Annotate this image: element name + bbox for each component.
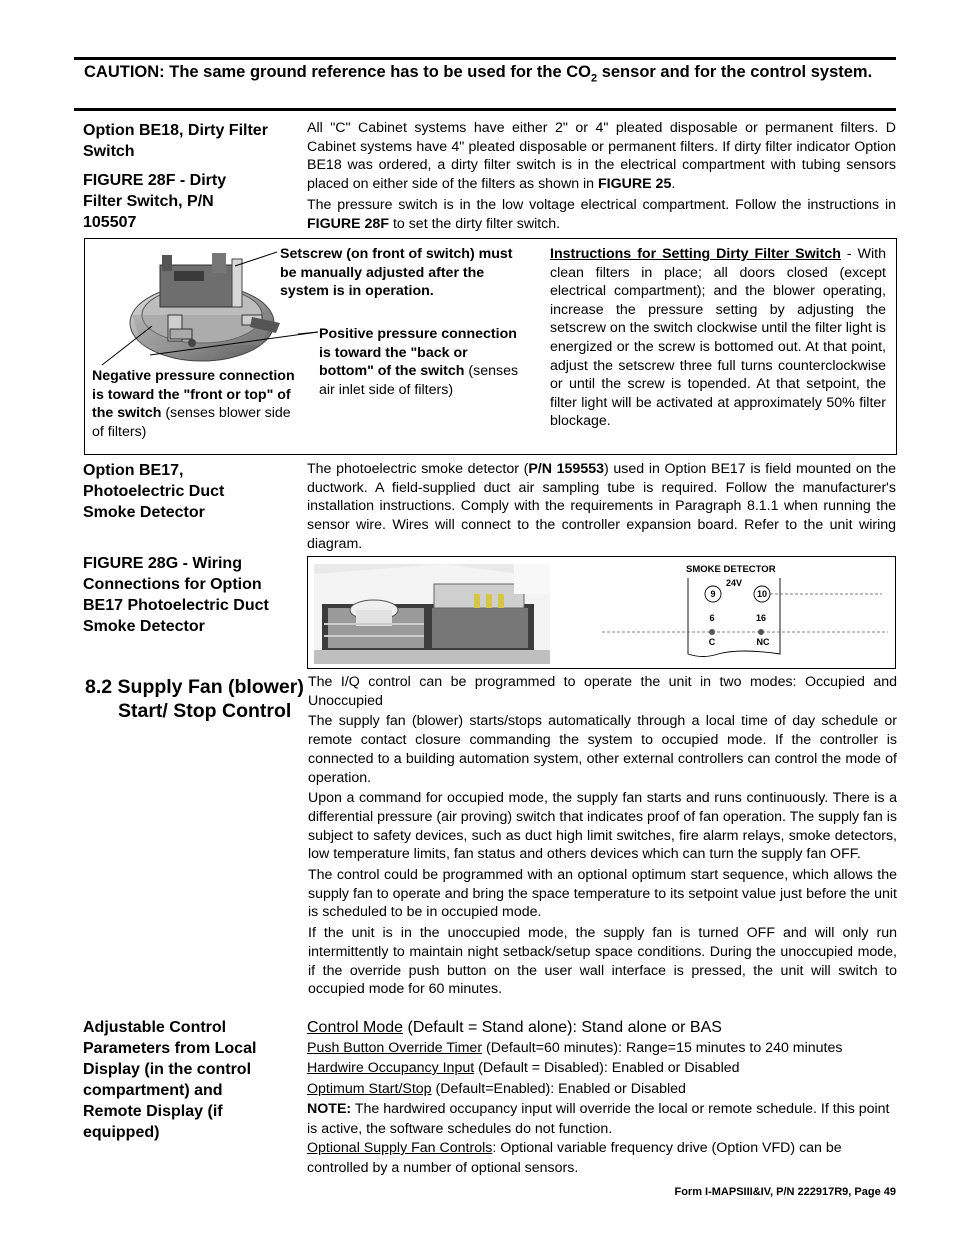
sec82-paragraph: The supply fan (blower) starts/stops automatically through a local time of day schedule or remote contact closure commanding the system to occupied mode. If the controller is connected to a building automation system, other external controllers can control the mode of operation.: [308, 713, 897, 786]
caution-rule: [74, 108, 896, 111]
control-mode-line: Control Mode (Default = Stand alone): Stand alone or BAS: [307, 1019, 722, 1036]
fig28g-caption: FIGURE 28G - Wiring Connections for Option BE17 Photoelectric Duct Smoke Detector: [83, 555, 269, 635]
be18-body: [307, 119, 896, 235]
smoke-detector-photo: [314, 564, 550, 664]
sec82-paragraph: If the unit is in the unoccupied mode, the supply fan is turned OFF and will only run intermittently to maintain night setback/setup space conditions. During the unoccupied mode, if the override push button on the user wall interface is pressed, the unit will switch to occupied mode for 60 minutes.: [308, 925, 897, 998]
caution-heading: CAUTION: The same ground reference has to be used for the $CO_2$ sensor and for the control system.: [84, 63, 873, 85]
section-8-2-body: [308, 673, 897, 1001]
negative-pressure-label: Negative pressure connection is toward the "front or top" of the switch (senses blower side of filters): [92, 368, 295, 440]
fig28f-caption: FIGURE 28F - Dirty Filter Switch, P/N 105507: [83, 172, 227, 231]
optional-supply-fan-line: Optional Supply Fan Controls: Optional variable frequency drive (Option VFD) can be controlled by a number of optional sensors.: [307, 1140, 842, 1176]
terminal-24v-label: 24V: [726, 578, 743, 588]
adjustable-list: [307, 1017, 896, 1178]
terminal-nc-label: NC: [756, 637, 770, 647]
note: NOTE: The hardwired occupancy input will override the local or remote schedule. If this point is active, the software schedules do not function.: [307, 1101, 890, 1137]
be18-paragraph-1: All "C" Cabinet systems have either 2" or 4" pleated disposable or permanent filters. D Cabinet systems have 4" pleated disposable or permanent filters. If dirty filter indicator Option BE18 was ordered, a dirty filter switch is in the electrical compartment with tubing sensors placed on either side of the filters as shown in FIGURE 25.: [307, 120, 896, 193]
setscrew-label: Setscrew (on front of switch) must be manually adjusted after the system is in operation.: [280, 246, 513, 300]
svg-text:10: 10: [756, 589, 768, 599]
svg-text:9: 9: [710, 589, 716, 599]
section-8-2-title: 8.2 Supply Fan (blower) Start/ Stop Control: [85, 676, 304, 722]
sec82-paragraph: The control could be programmed with an optional optimum start sequence, which allows the supply fan to operate and bring the space temperature to its setpoint value just before the unit is scheduled to be in occupied mode.: [308, 867, 897, 921]
top-rule: [74, 57, 896, 60]
sec82-paragraph: Upon a command for occupied mode, the supply fan starts and runs continuously. There is a differential pressure (air proving) switch that indicates proof of fan operation. The supply fan is subject to safety devices, such as duct high limit switches, fire alarm relays, smoke detectors, low temperature limits, fan status and others devices which can turn the supply fan OFF.: [308, 790, 897, 863]
filter-switch-instructions: Instructions for Setting Dirty Filter Switch - With clean filters in place; all doors closed (except electrical compartment); and the blower operating, increase the pressure setting by adjusting the setscrew on the switch clockwise until the filter light is energized or the screw is bottomed out. At that point, adjust the setscrew three full turns counterclockwise or until the screw is topended. At that setpoint, the filter light will be activated at approximately 50% filter blockage.: [550, 246, 887, 430]
be18-heading: Option BE18, Dirty Filter Switch: [83, 122, 268, 160]
sec82-paragraph: The I/Q control can be programmed to operate the unit in two modes: Occupied and Unoccupied: [308, 674, 897, 709]
be17-heading: Option BE17, Photoelectric Duct Smoke Detector: [83, 462, 225, 521]
smoke-detector-title: SMOKE DETECTOR: [686, 564, 776, 575]
terminal-16-label: 16: [755, 613, 767, 623]
optimum-start-line: Optimum Start/Stop (Default=Enabled): Enabled or Disabled: [307, 1080, 686, 1097]
terminal-c-label: C: [708, 637, 716, 647]
smoke-detector-wiring: [600, 560, 890, 660]
be18-paragraph-2: The pressure switch is in the low voltage electrical compartment. Follow the instructions in FIGURE 28F to set the dirty filter switch.: [307, 196, 896, 232]
adjustable-heading: Adjustable Control Parameters from Local Display (in the control compartment) and Remote Display (if equipped): [83, 1019, 257, 1141]
positive-pressure-label: Positive pressure connection is toward the "back or bottom" of the switch (senses air inlet side of filters): [319, 326, 519, 398]
hardwire-occupancy-line: Hardwire Occupancy Input (Default = Disabled): Enabled or Disabled: [307, 1060, 740, 1076]
page-footer: Form I-MAPSIII&IV, P/N 222917R9, Page 49: [674, 1186, 896, 1198]
push-button-line: Push Button Override Timer (Default=60 minutes): Range=15 minutes to 240 minutes: [307, 1040, 843, 1056]
be17-body: The photoelectric smoke detector (P/N 159553) used in Option BE17 is field mounted on the ductwork. A field-supplied duct air sampling tube is required. Follow the manufacturer's installation instructions. Comply with the requirements in Paragraph 8.1.1 when running the sensor wire. Wires will connect to the controller expansion board. Refer to the unit wiring diagram.: [307, 461, 897, 552]
terminal-6-label: 6: [709, 613, 715, 623]
